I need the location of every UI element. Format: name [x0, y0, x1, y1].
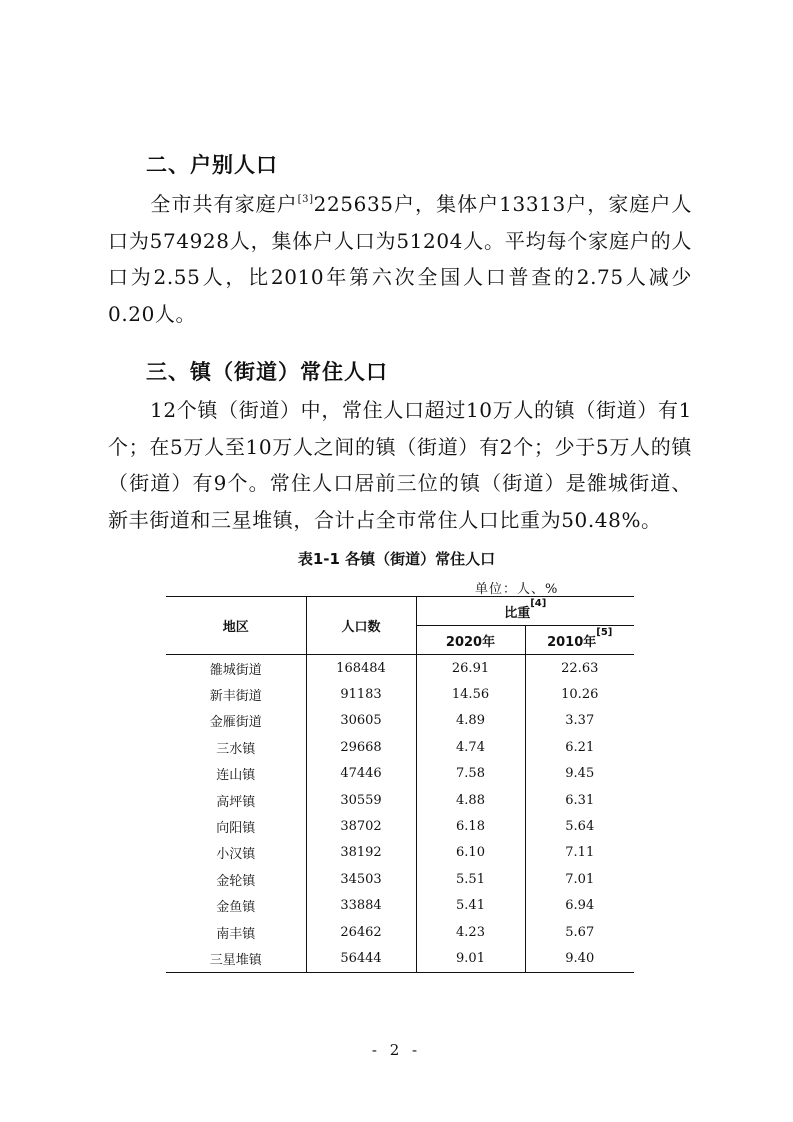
- row-area: 新丰街道: [166, 681, 306, 707]
- section-2-text-2: 225635户，集体户13313户，家庭户人口为574928人，集体户人口为51204人。平均每个家庭户的人口为2.55人，比2010年第六次全国人口普查的2.75人减少0.20人。: [108, 192, 693, 326]
- row-population: 33884: [306, 893, 416, 919]
- row-area: 雒城街道: [166, 655, 306, 682]
- row-share-2010: 7.01: [565, 871, 595, 887]
- table-row: [166, 840, 634, 866]
- row-area: 三水镇: [166, 734, 306, 760]
- row-population: 26462: [306, 919, 416, 945]
- row-area: 金轮镇: [166, 866, 306, 892]
- row-share-2010: 9.40: [525, 945, 634, 972]
- table-row: [166, 734, 634, 760]
- row-area: 向阳镇: [166, 813, 306, 839]
- population-table: [166, 596, 634, 973]
- table-unit: 单位：人、%: [475, 582, 559, 597]
- row-share-2020: 6.18: [416, 813, 525, 839]
- row-share-2020: 4.88: [416, 787, 525, 813]
- table-row: [166, 761, 634, 787]
- section-2-heading: 二、户别人口: [146, 153, 278, 177]
- header-population: 人口数: [306, 597, 416, 655]
- row-population: 38702: [306, 813, 416, 839]
- row-share-2010: 5.67: [565, 924, 595, 940]
- row-share-2010: 5.64: [565, 819, 595, 835]
- row-share-2020: 14.56: [416, 681, 525, 707]
- footnote-ref-4: [4]: [530, 597, 547, 609]
- row-share-2010: 22.63: [561, 660, 599, 676]
- row-share-2020: 26.91: [416, 655, 525, 682]
- row-share-2010: 6.94: [565, 898, 595, 914]
- table-row: [166, 813, 634, 839]
- row-share-2020: 4.89: [416, 708, 525, 734]
- row-population: 91183: [306, 681, 416, 707]
- row-population: 38192: [306, 840, 416, 866]
- table-row: [166, 919, 634, 945]
- row-area: 金雁街道: [166, 708, 306, 734]
- section-2-text-1: 全市共有家庭户: [150, 192, 298, 216]
- row-share-2020: 4.23: [416, 919, 525, 945]
- table-row: [166, 681, 634, 707]
- header-share-label: 比重: [504, 605, 531, 621]
- row-population: 30559: [306, 787, 416, 813]
- table-row: [166, 787, 634, 813]
- row-population: 168484: [306, 655, 416, 682]
- table-row: [166, 708, 634, 734]
- table-row: [166, 945, 634, 972]
- row-share-2020: 6.10: [416, 840, 525, 866]
- table-caption: 表1-1 各镇（街道）常住人口: [297, 550, 496, 568]
- section-3-heading: 三、镇（街道）常住人口: [146, 360, 388, 384]
- row-area: 高坪镇: [166, 787, 306, 813]
- row-population: 34503: [306, 866, 416, 892]
- row-population: 56444: [306, 945, 416, 972]
- header-share: [416, 597, 634, 626]
- page-number: - 2 -: [371, 1041, 422, 1059]
- row-share-2020: 9.01: [416, 945, 525, 972]
- footnote-ref-5: [5]: [596, 626, 613, 638]
- row-area: 连山镇: [166, 761, 306, 787]
- row-share-2020: 7.58: [416, 761, 525, 787]
- header-2020: 2020年: [416, 626, 525, 655]
- header-2010: [525, 626, 634, 655]
- table-row: [166, 866, 634, 892]
- row-area: 三星堆镇: [166, 945, 306, 972]
- footnote-ref-3: [3]: [297, 194, 314, 205]
- row-share-2020: 5.41: [416, 893, 525, 919]
- row-share-2020: 5.51: [416, 866, 525, 892]
- row-share-2010: 7.11: [565, 845, 595, 861]
- row-share-2010: 10.26: [561, 687, 599, 703]
- row-population: 29668: [306, 734, 416, 760]
- table-row: [166, 655, 634, 682]
- section-3-paragraph: [108, 392, 692, 538]
- table-row: [166, 893, 634, 919]
- row-area: 小汉镇: [166, 840, 306, 866]
- header-2010-label: 2010年: [547, 634, 597, 650]
- row-share-2010: 3.37: [565, 713, 595, 729]
- row-area: 南丰镇: [166, 919, 306, 945]
- row-share-2020: 4.74: [416, 734, 525, 760]
- header-area: 地区: [166, 597, 306, 655]
- section-2-paragraph: [108, 186, 692, 332]
- section-3-text: 12个镇（街道）中，常住人口超过10万人的镇（街道）有1个；在5万人至10万人之间的镇（街道）有2个；少于5万人的镇（街道）有9个。常住人口居前三位的镇（街道）是雒城街道、新丰街道和三星堆镇，合计占全市常住人口比重为50.48%。: [108, 398, 692, 532]
- row-population: 30605: [306, 708, 416, 734]
- row-area: 金鱼镇: [166, 893, 306, 919]
- row-population: 47446: [306, 761, 416, 787]
- row-share-2010: 9.45: [565, 766, 595, 782]
- row-share-2010: 6.31: [565, 792, 595, 808]
- row-share-2010: 6.21: [565, 739, 595, 755]
